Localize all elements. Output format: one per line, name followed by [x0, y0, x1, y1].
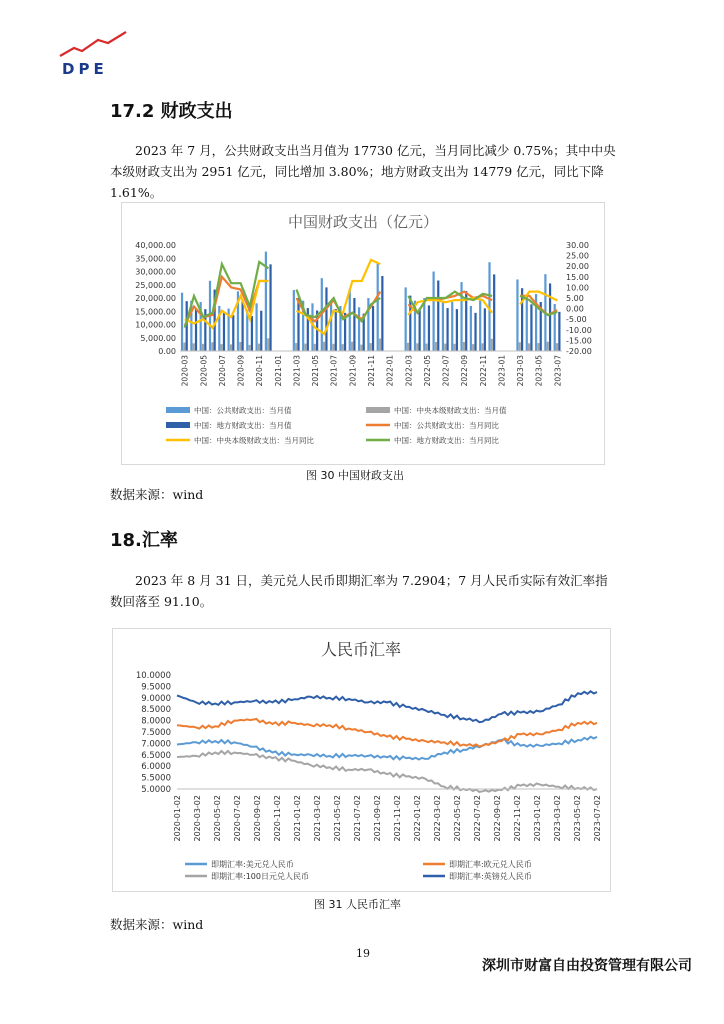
section-heading-fiscal: 17.2 财政支出 — [110, 101, 233, 122]
x-axis-tick-label: 2022-05 — [422, 355, 432, 387]
legend-swatch — [366, 407, 390, 413]
bar — [351, 342, 353, 351]
bar — [537, 343, 539, 351]
bar — [453, 344, 455, 351]
x-axis-tick-label: 2023-01-02 — [533, 795, 542, 842]
bar — [530, 304, 532, 351]
bar — [330, 302, 332, 351]
x-axis-tick-label: 2021-05-02 — [333, 795, 342, 842]
legend-label: 中国：公共财政支出：当月同比 — [394, 421, 499, 430]
x-axis-tick-label: 2020-03 — [180, 355, 190, 387]
bar — [377, 264, 379, 351]
y-axis-tick-label: 10.0000 — [135, 671, 171, 681]
bar — [442, 301, 444, 351]
fx-chart-caption: 图 31 人民币汇率 — [314, 898, 401, 911]
bar — [426, 344, 428, 351]
bar — [325, 287, 327, 351]
bar — [405, 287, 407, 351]
bar — [491, 339, 493, 351]
x-axis-tick-label: 2022-01-02 — [413, 795, 422, 842]
section-heading-fx: 18.汇率 — [110, 530, 178, 551]
bar — [526, 297, 528, 351]
bar — [407, 343, 409, 351]
x-axis-tick-label: 2023-05-02 — [573, 795, 582, 842]
bar — [258, 344, 260, 351]
right-axis-tick-label: -5.00 — [566, 315, 587, 325]
rmb-exchange-rate-chart — [113, 629, 610, 891]
x-axis-tick-label: 2022-07 — [441, 355, 451, 387]
bar — [444, 344, 446, 351]
x-axis-tick-label: 2023-03-02 — [553, 795, 562, 842]
bar — [470, 306, 472, 351]
x-axis-tick-label: 2020-05 — [199, 355, 209, 387]
legend-label: 即期汇率:英镑兑人民币 — [449, 872, 532, 881]
bar — [304, 344, 306, 351]
bar — [472, 344, 474, 351]
x-axis-tick-label: 2023-07-02 — [593, 795, 602, 842]
legend-label: 即期汇率:100日元兑人民币 — [211, 872, 309, 881]
bar — [372, 306, 374, 351]
legend-label: 中国：中央本级财政支出：当月同比 — [194, 436, 314, 445]
bar — [267, 338, 269, 351]
y-axis-tick-label: 8.5000 — [141, 705, 171, 716]
legend-label: 即期汇率:欧元兑人民币 — [449, 860, 532, 869]
bar — [183, 343, 185, 351]
bar — [342, 344, 344, 351]
x-axis-tick-label: 2021-03 — [292, 355, 302, 387]
x-axis-tick-label: 2022-03 — [404, 355, 414, 387]
left-axis-tick-label: 15,000.00 — [135, 307, 176, 317]
x-axis-tick-label: 2020-11 — [255, 355, 265, 387]
bar — [358, 307, 360, 351]
right-axis-tick-label: 15.00 — [566, 272, 589, 282]
fx-paragraph: 2023 年 8 月 31 日，美元兑人民币即期汇率为 7.2904；7 月人民币实际有效汇率指数回落至 91.10。 — [110, 573, 608, 609]
fiscal-chart-caption: 图 30 中国财政支出 — [306, 469, 404, 482]
bar — [295, 343, 297, 351]
bar — [211, 342, 213, 351]
series-line — [185, 260, 558, 334]
bar — [349, 289, 351, 351]
x-axis-tick-label: 2021-11-02 — [393, 795, 402, 842]
chart-title: 中国财政支出（亿元） — [287, 213, 439, 231]
chart-title: 人民币汇率 — [320, 640, 402, 659]
fiscal-paragraph: 2023 年 7 月，公共财政支出当月值为 17730 亿元，当月同比减少 0.75%；其中中央本级财政支出为 2951 亿元，同比增加 3.80%；地方财政支出为 14779 亿元，同比下降 1.61%。 — [110, 143, 616, 200]
x-axis-tick-label: 2020-11-02 — [273, 795, 282, 842]
bar — [463, 342, 465, 351]
bar — [474, 313, 476, 351]
x-axis-tick-label: 2022-07-02 — [473, 795, 482, 842]
bar — [381, 276, 383, 351]
x-axis-tick-label: 2020-01-02 — [173, 795, 182, 842]
bar — [479, 301, 481, 351]
bar — [260, 311, 262, 351]
bar — [409, 296, 411, 351]
x-axis-tick-label: 2020-03-02 — [193, 795, 202, 842]
bar — [232, 315, 234, 351]
logo-text: DPE — [62, 60, 108, 78]
bar — [314, 344, 316, 351]
x-axis-tick-label: 2022-09 — [460, 355, 470, 387]
bar — [255, 303, 257, 351]
bar — [223, 313, 225, 351]
legend-label: 中国：中央本级财政支出：当月值 — [394, 406, 507, 415]
bar — [239, 342, 241, 351]
bar — [456, 309, 458, 351]
fiscal-chart-box — [121, 202, 605, 465]
right-axis-tick-label: -20.00 — [566, 347, 592, 356]
legend-swatch — [166, 422, 190, 428]
fiscal-expenditure-chart — [122, 203, 604, 464]
logo-graph-icon — [58, 30, 128, 60]
x-axis-tick-label: 2021-03-02 — [313, 795, 322, 842]
x-axis-tick-label: 2020-07-02 — [233, 795, 242, 842]
bar — [519, 342, 521, 351]
x-axis-tick-label: 2022-11 — [478, 355, 488, 387]
bar — [547, 342, 549, 351]
fiscal-data-source: 数据来源：wind — [110, 487, 204, 502]
bar — [311, 303, 313, 351]
series-line — [177, 719, 597, 747]
x-axis-tick-label: 2022-01 — [385, 355, 395, 387]
bar — [493, 274, 495, 351]
bar — [416, 343, 418, 351]
bar — [248, 345, 250, 351]
right-axis-tick-label: 0.00 — [566, 304, 584, 314]
bar — [437, 281, 439, 351]
bar — [549, 283, 551, 351]
right-axis-tick-label: 10.00 — [566, 283, 589, 293]
bar — [451, 302, 453, 351]
right-axis-tick-label: 25.00 — [566, 251, 589, 261]
bar — [558, 312, 560, 351]
x-axis-tick-label: 2021-07 — [329, 355, 339, 387]
bar — [370, 343, 372, 351]
left-axis-tick-label: 35,000.00 — [135, 254, 176, 264]
bar — [181, 293, 183, 351]
legend-label: 即期汇率:美元兑人民币 — [211, 860, 294, 869]
left-axis-tick-label: 30,000.00 — [135, 267, 176, 277]
x-axis-tick-label: 2023-07 — [553, 355, 563, 387]
bar — [432, 272, 434, 352]
legend-label: 中国：公共财政支出：当月值 — [194, 406, 292, 415]
series-line — [177, 691, 597, 722]
y-axis-tick-label: 6.0000 — [141, 762, 171, 773]
series-line — [177, 737, 597, 760]
bar — [297, 298, 299, 351]
right-axis-tick-label: 20.00 — [566, 262, 589, 272]
right-axis-tick-label: 5.00 — [566, 294, 584, 303]
bar — [428, 305, 430, 351]
bar — [195, 308, 197, 351]
y-axis-tick-label: 6.5000 — [141, 750, 171, 761]
x-axis-tick-label: 2023-01 — [497, 355, 507, 387]
left-axis-tick-label: 5,000.00 — [140, 333, 176, 343]
company-logo — [58, 30, 128, 82]
x-axis-tick-label: 2020-09-02 — [253, 795, 262, 842]
bar — [323, 342, 325, 351]
y-axis-tick-label: 7.0000 — [141, 739, 171, 750]
bar — [335, 309, 337, 351]
y-axis-tick-label: 8.0000 — [141, 716, 171, 727]
bar — [353, 298, 355, 351]
y-axis-tick-label: 5.0000 — [141, 785, 171, 795]
bar — [360, 345, 362, 351]
bar — [269, 264, 271, 351]
x-axis-tick-label: 2023-05 — [534, 355, 544, 387]
y-axis-tick-label: 9.0000 — [141, 693, 171, 704]
legend-label: 中国：地方财政支出：当月同比 — [394, 436, 499, 445]
left-axis-tick-label: 0.00 — [158, 347, 176, 356]
legend-label: 中国：地方财政支出：当月值 — [194, 421, 292, 430]
x-axis-tick-label: 2021-09-02 — [373, 795, 382, 842]
x-axis-tick-label: 2021-09 — [348, 355, 358, 387]
bar — [202, 344, 204, 351]
bar — [484, 308, 486, 351]
bar — [481, 343, 483, 351]
x-axis-tick-label: 2020-05-02 — [213, 795, 222, 842]
bar — [332, 344, 334, 351]
bar — [241, 300, 243, 351]
page-number: 19 — [356, 947, 370, 960]
right-axis-tick-label: -15.00 — [566, 336, 592, 346]
fx-chart-box — [112, 628, 611, 892]
left-axis-tick-label: 25,000.00 — [135, 280, 176, 290]
x-axis-tick-label: 2023-03 — [516, 355, 526, 387]
left-axis-tick-label: 40,000.00 — [135, 241, 176, 250]
bar — [379, 339, 381, 351]
x-axis-tick-label: 2021-05 — [311, 355, 321, 387]
y-axis-tick-label: 9.5000 — [141, 682, 171, 693]
legend-swatch — [166, 407, 190, 413]
bar — [419, 308, 421, 351]
x-axis-tick-label: 2021-01-02 — [293, 795, 302, 842]
bar — [516, 279, 518, 351]
bar — [435, 342, 437, 351]
x-axis-tick-label: 2020-07 — [217, 355, 227, 387]
x-axis-tick-label: 2020-09 — [236, 355, 246, 387]
y-axis-tick-label: 7.5000 — [141, 728, 171, 738]
bar — [221, 344, 223, 351]
x-axis-tick-label: 2022-09-02 — [493, 795, 502, 842]
left-axis-tick-label: 20,000.00 — [135, 294, 176, 303]
bar — [193, 343, 195, 351]
x-axis-tick-label: 2021-11 — [367, 355, 376, 387]
company-name: 深圳市财富自由投资管理有限公司 — [482, 958, 692, 974]
right-axis-tick-label: -10.00 — [566, 325, 592, 335]
x-axis-tick-label: 2022-11-02 — [513, 795, 522, 842]
bar — [423, 298, 425, 351]
y-axis-tick-label: 5.5000 — [141, 773, 171, 784]
bar — [230, 344, 232, 351]
fx-data-source: 数据来源：wind — [110, 917, 204, 932]
left-axis-tick-label: 10,000.00 — [135, 320, 176, 330]
bar — [528, 343, 530, 351]
bar — [556, 343, 558, 351]
right-axis-tick-label: 30.00 — [566, 241, 589, 250]
x-axis-tick-label: 2021-01 — [273, 355, 283, 387]
x-axis-tick-label: 2022-05-02 — [453, 795, 462, 842]
x-axis-tick-label: 2021-07-02 — [353, 795, 362, 842]
bar — [446, 308, 448, 351]
bar — [251, 316, 253, 351]
bar — [293, 290, 295, 351]
x-axis-tick-label: 2022-03-02 — [433, 795, 442, 842]
